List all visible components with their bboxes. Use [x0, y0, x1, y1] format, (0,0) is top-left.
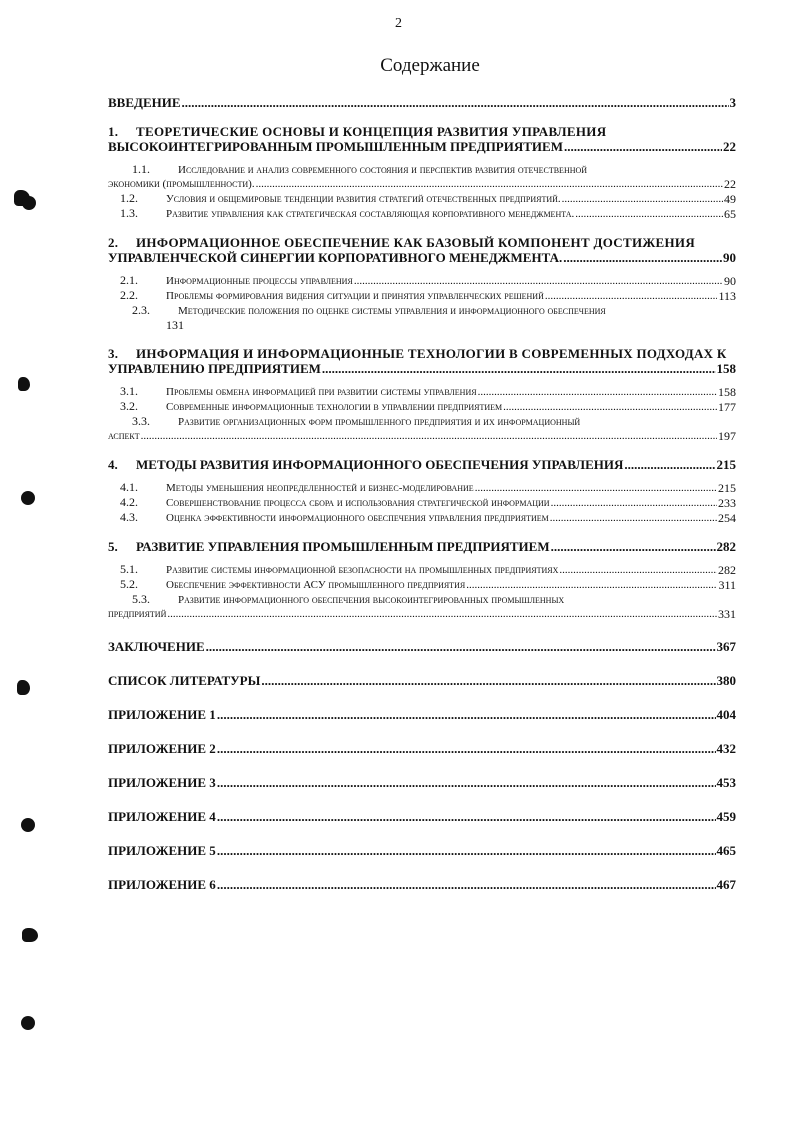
chapter-title-entry[interactable]: ВЫСОКОИНТЕГРИРОВАННЫМ ПРОМЫШЛЕННЫМ ПРЕДПРИЯТИЕМ ..... 22: [108, 139, 736, 154]
appendices: [108, 707, 736, 892]
toc-entry-appendix-5[interactable]: ПРИЛОЖЕНИЕ 5 ..... 465: [108, 843, 736, 858]
page-number: 2: [395, 16, 402, 31]
scan-mark: [22, 928, 38, 942]
toc-entry-appendix-4[interactable]: ПРИЛОЖЕНИЕ 4 ..... 459: [108, 809, 736, 824]
section-entry[interactable]: 3.2. Современные информационные технологии в управлении предприятием ..... 177: [108, 399, 736, 414]
toc-entry-appendix-6[interactable]: ПРИЛОЖЕНИЕ 6 ..... 467: [108, 877, 736, 892]
section-entry[interactable]: 5.3. Развитие информационного обеспечения высокоинтегрированных промышленных предприятий ..... 331: [108, 592, 736, 621]
chapter-2: [108, 235, 736, 332]
chapter-4: [108, 457, 736, 525]
chapter-title-line[interactable]: 3. ИНФОРМАЦИЯ И ИНФОРМАЦИОННЫЕ ТЕХНОЛОГИИ В СОВРЕМЕННЫХ ПОДХОДАХ К: [108, 346, 727, 361]
table-of-contents: [108, 95, 736, 892]
toc-entry-appendix-3[interactable]: ПРИЛОЖЕНИЕ 3 ..... 453: [108, 775, 736, 790]
chapter-3: [108, 346, 736, 443]
section-entry[interactable]: 3.1. Проблемы обмена информацией при развитии системы управления ..... 158: [108, 384, 736, 399]
toc-title: Содержание: [380, 55, 480, 76]
chapter-title-line[interactable]: 1. ТЕОРЕТИЧЕСКИЕ ОСНОВЫ И КОНЦЕПЦИЯ РАЗВИТИЯ УПРАВЛЕНИЯ: [108, 124, 607, 139]
chapter-1: [108, 124, 736, 221]
section-entry[interactable]: 2.2. Проблемы формирования видения ситуации и принятия управленческих решений ..... 113: [108, 288, 736, 303]
toc-entry-appendix-2[interactable]: ПРИЛОЖЕНИЕ 2 ..... 432: [108, 741, 736, 756]
section-entry[interactable]: 4.3. Оценка эффективности информационного обеспечения управления предприятием ..... 254: [108, 510, 736, 525]
section-entry[interactable]: 1.2. Условия и общемировые тенденции развития стратегий отечественных предприятий. ..... 49: [108, 191, 736, 206]
chapter-title-entry[interactable]: 5. РАЗВИТИЕ УПРАВЛЕНИЯ ПРОМЫШЛЕННЫМ ПРЕДПРИЯТИЕМ ..... 282: [108, 539, 736, 554]
toc-entry-appendix-1[interactable]: ПРИЛОЖЕНИЕ 1 ..... 404: [108, 707, 736, 722]
scan-mark: [18, 377, 30, 391]
section-entry[interactable]: 2.1. Информационные процессы управления ..... 90: [108, 273, 736, 288]
section-entry[interactable]: 5.2. Обеспечение эффективности АСУ промышленного предприятия ..... 311: [108, 577, 736, 592]
chapter-title-line[interactable]: 2. ИНФОРМАЦИОННОЕ ОБЕСПЕЧЕНИЕ КАК БАЗОВЫЙ КОМПОНЕНТ ДОСТИЖЕНИЯ: [108, 235, 696, 250]
section-entry[interactable]: 4.2. Совершенствование процесса сбора и использования стратегической информации ..... 233: [108, 495, 736, 510]
chapter-5: [108, 539, 736, 621]
punch-hole: [21, 818, 35, 832]
section-entry[interactable]: 2.3. Методические положения по оценке системы управления и информационного обеспечения 131: [132, 303, 606, 332]
section-entry[interactable]: 3.3. Развитие организационных форм промышленного предприятия и их информационный аспект ..... 197: [108, 414, 736, 443]
section-entry[interactable]: 4.1. Методы уменьшения неопределенностей и бизнес-моделирование ..... 215: [108, 480, 736, 495]
scan-mark: [17, 680, 30, 695]
section-entry[interactable]: 1.1. Исследование и анализ современного состояния и перспектив развития отечественной экономики (промышленности). ..... 22: [108, 162, 736, 191]
chapter-title-entry[interactable]: УПРАВЛЕНИЮ ПРЕДПРИЯТИЕМ ..... 158: [108, 361, 736, 376]
punch-hole: [21, 491, 35, 505]
chapter-title-entry[interactable]: 4. МЕТОДЫ РАЗВИТИЯ ИНФОРМАЦИОННОГО ОБЕСПЕЧЕНИЯ УПРАВЛЕНИЯ ..... 215: [108, 457, 736, 472]
toc-entry-references[interactable]: СПИСОК ЛИТЕРАТУРЫ ..... 380: [108, 673, 736, 688]
chapter-title-entry[interactable]: УПРАВЛЕНЧЕСКОЙ СИНЕРГИИ КОРПОРАТИВНОГО МЕНЕДЖМЕНТА. ..... 90: [108, 250, 736, 265]
punch-hole: [22, 196, 36, 210]
section-entry[interactable]: 5.1. Развитие системы информационной безопасности на промышленных предприятиях ..... 282: [108, 562, 736, 577]
chapters: [108, 124, 736, 621]
punch-hole: [21, 1016, 35, 1030]
toc-entry-introduction[interactable]: ВВЕДЕНИЕ ..... 3: [108, 95, 736, 110]
section-entry[interactable]: 1.3. Развитие управления как стратегическая составляющая корпоративного менеджмента. ..... 65: [108, 206, 736, 221]
toc-entry-conclusion[interactable]: ЗАКЛЮЧЕНИЕ ..... 367: [108, 639, 736, 654]
